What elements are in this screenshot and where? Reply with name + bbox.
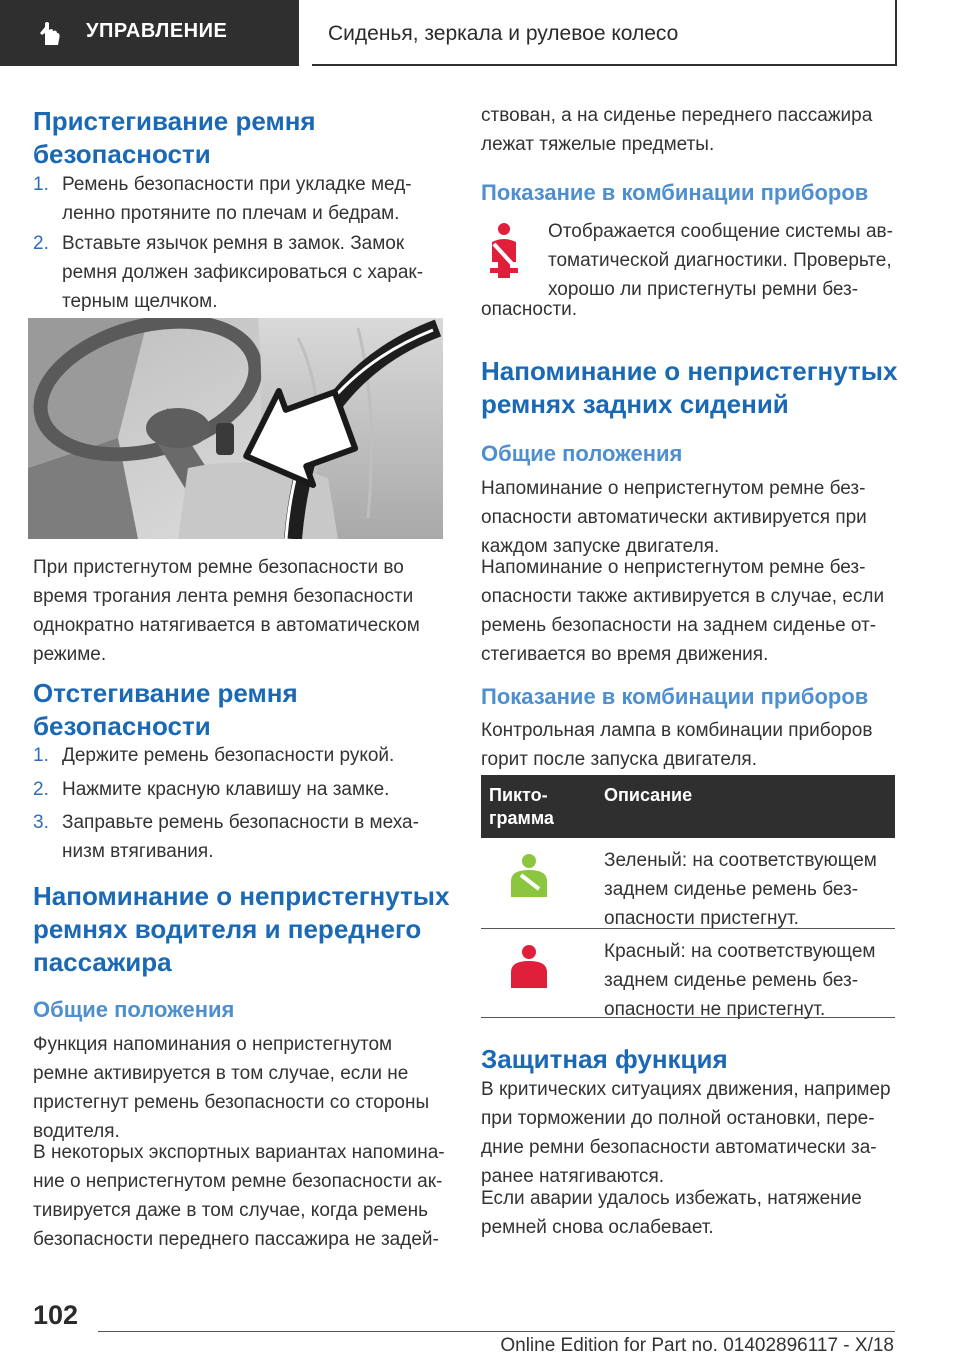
table-row xyxy=(481,929,895,1018)
general-paragraph-2: В некоторых экспортных вариантах напомина- ние о непристегнутом ремне безопасности ак- тивируется даже в том случае, когда ремень безопасности переднего пассажира не задей- xyxy=(33,1142,445,1250)
hand-pointer-icon xyxy=(36,21,62,47)
protect-paragraph-2: Если аварии удалось избежать, натяжение ремней снова ослабевает. xyxy=(481,1188,862,1238)
display-heading-1: Показание в комбинации приборов xyxy=(481,180,869,205)
section-label: УПРАВЛЕНИЕ xyxy=(86,20,228,42)
seatbelt-warning-icon xyxy=(486,222,522,280)
continued-paragraph: ствован, а на сиденье переднего пассажира лежат тяжелые предметы. xyxy=(481,105,873,155)
general-paragraph-1: Функция напоминания о непристегнутом ремне активируется в том случае, если не пристегнут ремень безопасности со стороны водителя. xyxy=(33,1034,430,1142)
buckle-heading: Пристегивание ремня безопасности xyxy=(33,106,316,169)
rear-paragraph-2: Напоминание о непристегнутом ремне без- опасности также активируется в случае, если ремень безопасности на заднем сиденье от- стегивается во время движения. xyxy=(481,557,885,665)
footer-divider xyxy=(98,1331,895,1332)
front-reminder-heading: Напоминание о непристегнутых ремнях водителя и переднего пассажира xyxy=(33,881,450,977)
seatbelt-photo xyxy=(28,318,443,539)
red-seatbelt-icon xyxy=(505,944,555,994)
footer-edition: Online Edition for Part no. 01402896117 - X/18 xyxy=(500,1335,894,1356)
chapter-title: Сиденья, зеркала и рулевое колесо xyxy=(328,22,679,45)
protect-paragraph-1: В критических ситуациях движения, например при торможении до полной остановки, пере- дние ремни безопасности автоматически за- ранее натягиваются. xyxy=(481,1079,891,1187)
column-header-pictogram: Пикто- грамма xyxy=(489,785,554,828)
table-row xyxy=(481,838,895,929)
display-text-2: Контрольная лампа в комбинации приборов горит после запуска двигателя. xyxy=(481,720,873,770)
column-header-description: Описание xyxy=(604,785,693,805)
table-row-text: Зеленый: на соответствующем заднем сиденье ремень без- опасности пристегнут. xyxy=(604,850,877,929)
protect-heading: Защитная функция xyxy=(481,1044,728,1074)
display-text-1: Отображается сообщение системы ав- томатической диагностики. Проверьте, хорошо ли пристегнуты ремни без- xyxy=(548,221,893,300)
table-row-text: Красный: на соответствующем заднем сиденье ремень без- опасности не пристегнут. xyxy=(604,941,876,1020)
unbuckle-heading: Отстегивание ремня безопасности xyxy=(33,678,298,741)
page-number: 102 xyxy=(33,1300,79,1330)
rear-reminder-heading: Напоминание о непристегнутых ремнях задних сидений xyxy=(481,356,898,419)
section-tab xyxy=(0,0,299,66)
general-heading: Общие положения xyxy=(33,997,235,1022)
rear-paragraph-1: Напоминание о непристегнутом ремне без- опасности автоматически активируется при каждом запуске двигателя. xyxy=(481,478,867,557)
display-heading-2: Показание в комбинации приборов xyxy=(481,684,869,709)
display-text-1-end: опасности. xyxy=(481,299,578,320)
rear-general-heading: Общие положения xyxy=(481,441,683,466)
table-header xyxy=(481,775,895,838)
photo-note: При пристегнутом ремне безопасности во время трогания лента ремня безопасности однократно натягивается в автоматическом режиме. xyxy=(33,557,420,665)
chapter-header xyxy=(312,0,897,66)
green-seatbelt-icon xyxy=(505,853,555,903)
